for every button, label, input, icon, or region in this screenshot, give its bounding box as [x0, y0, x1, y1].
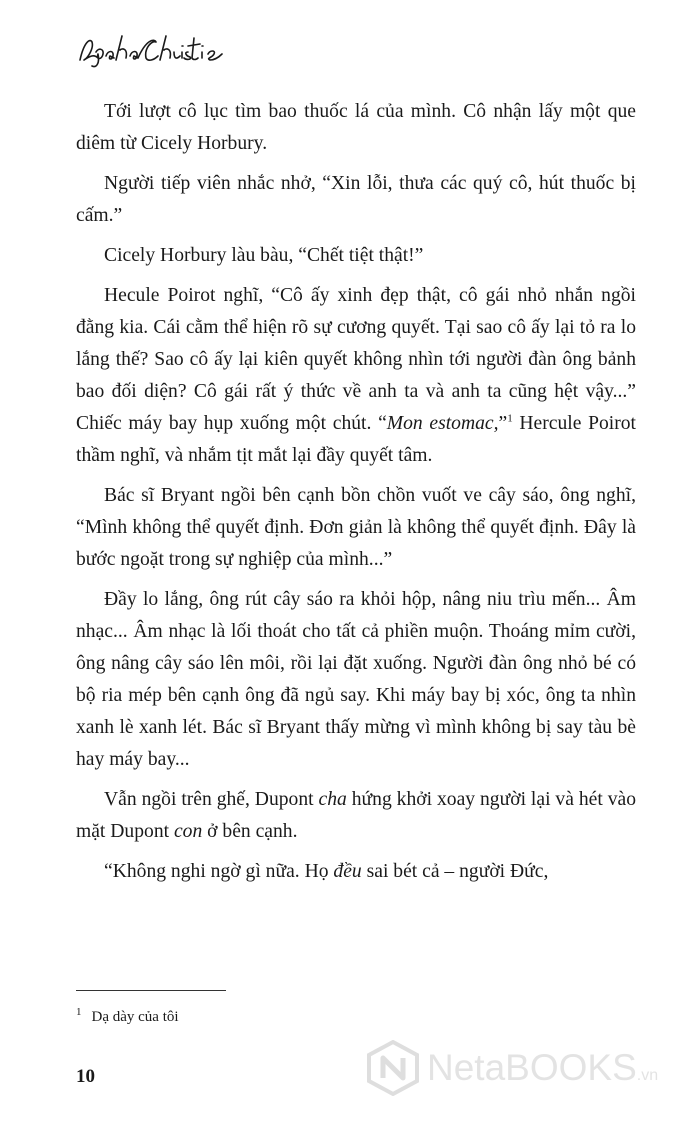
- footnote-reference[interactable]: 1: [507, 412, 513, 425]
- watermark-brand: NetaBOOKS: [427, 1047, 637, 1088]
- paragraph-5: Bác sĩ Bryant ngồi bên cạnh bồn chồn vuốt ve cây sáo, ông nghĩ, “Mình không thể quyết định. Đơn giản là không thể quyết định. Đây là bước ngoặt trong sự nghiệp của mình...”: [76, 485, 636, 570]
- footnote-number: 1: [76, 1006, 82, 1018]
- footnote: [76, 1002, 179, 1027]
- paragraph-4-italic: Mon estomac,: [386, 413, 499, 434]
- body-text: [76, 96, 636, 896]
- author-signature-logo: [76, 30, 236, 70]
- paragraph-6: Đầy lo lắng, ông rút cây sáo ra khỏi hộp, nâng niu trìu mến... Âm nhạc... Âm nhạc là lối thoát cho tất cả phiền muộn. Thoáng mỉm cười, ông nâng cây sáo lên môi, rồi lại đặt xuống. Người đàn ông nhỏ bé có bộ ria mép bên cạnh ông đã ngủ say. Khi máy bay bị xóc, ông ta nhìn xanh lè xanh lét. Bác sĩ Bryant thấy mừng vì mình không bị say tàu bè hay máy bay...: [76, 589, 636, 770]
- watermark-text: [427, 1047, 658, 1089]
- paragraph-2: Người tiếp viên nhắc nhở, “Xin lỗi, thưa các quý cô, hút thuốc bị cấm.”: [76, 173, 636, 226]
- paragraph-4-part-2: ”: [498, 413, 508, 434]
- watermark-suffix: .vn: [636, 1067, 659, 1084]
- watermark: [365, 1038, 685, 1098]
- paragraph-8-italic: đều: [333, 861, 362, 882]
- paragraph-1: Tới lượt cô lục tìm bao thuốc lá của mình. Cô nhận lấy một que diêm từ Cicely Horbury.: [76, 101, 636, 154]
- paragraph-4-part-3: Hercule Poirot thầm nghĩ, và nhắm tịt mắt lại đầy quyết tâm.: [76, 413, 636, 466]
- paragraph-7-italic-1: cha: [318, 789, 347, 810]
- paragraph-8-part-2: sai bét cả – người Đức,: [361, 861, 549, 882]
- paragraph-7-italic-2: con: [173, 821, 203, 842]
- paragraph-8: [76, 856, 636, 888]
- paragraph-3: Cicely Horbury làu bàu, “Chết tiệt thật!”: [104, 245, 424, 266]
- footnote-text: Dạ dày của tôi: [91, 1009, 179, 1025]
- paragraph-7-part-3: ở bên cạnh.: [202, 821, 298, 842]
- paragraph-7: [76, 784, 636, 848]
- paragraph-4-part-1: Hecule Poirot nghĩ, “Cô ấy xinh đẹp thật, cô gái nhỏ nhắn ngồi đằng kia. Cái cằm thể hiện rõ sự cương quyết. Tại sao cô ấy lại tỏ ra lo lắng thế? Sao cô ấy lại kiên quyết không nhìn tới người đàn ông bảnh bao đối diện? Cô gái rất ý thức về anh ta và anh ta cũng hệt vậy...” Chiếc máy bay hụp xuống một chút. “: [76, 285, 636, 434]
- paragraph-4: [76, 280, 636, 472]
- footnote-divider: [76, 990, 226, 991]
- paragraph-7-part-1: Vẫn ngồi trên ghế, Dupont: [104, 789, 319, 810]
- netabooks-logo-icon: [365, 1040, 421, 1096]
- paragraph-7-part-2: hứng khởi xoay người lại và hét vào mặt Dupont: [76, 789, 636, 842]
- paragraph-8-part-1: “Không nghi ngờ gì nữa. Họ: [104, 861, 334, 882]
- page-number: 10: [76, 1066, 95, 1087]
